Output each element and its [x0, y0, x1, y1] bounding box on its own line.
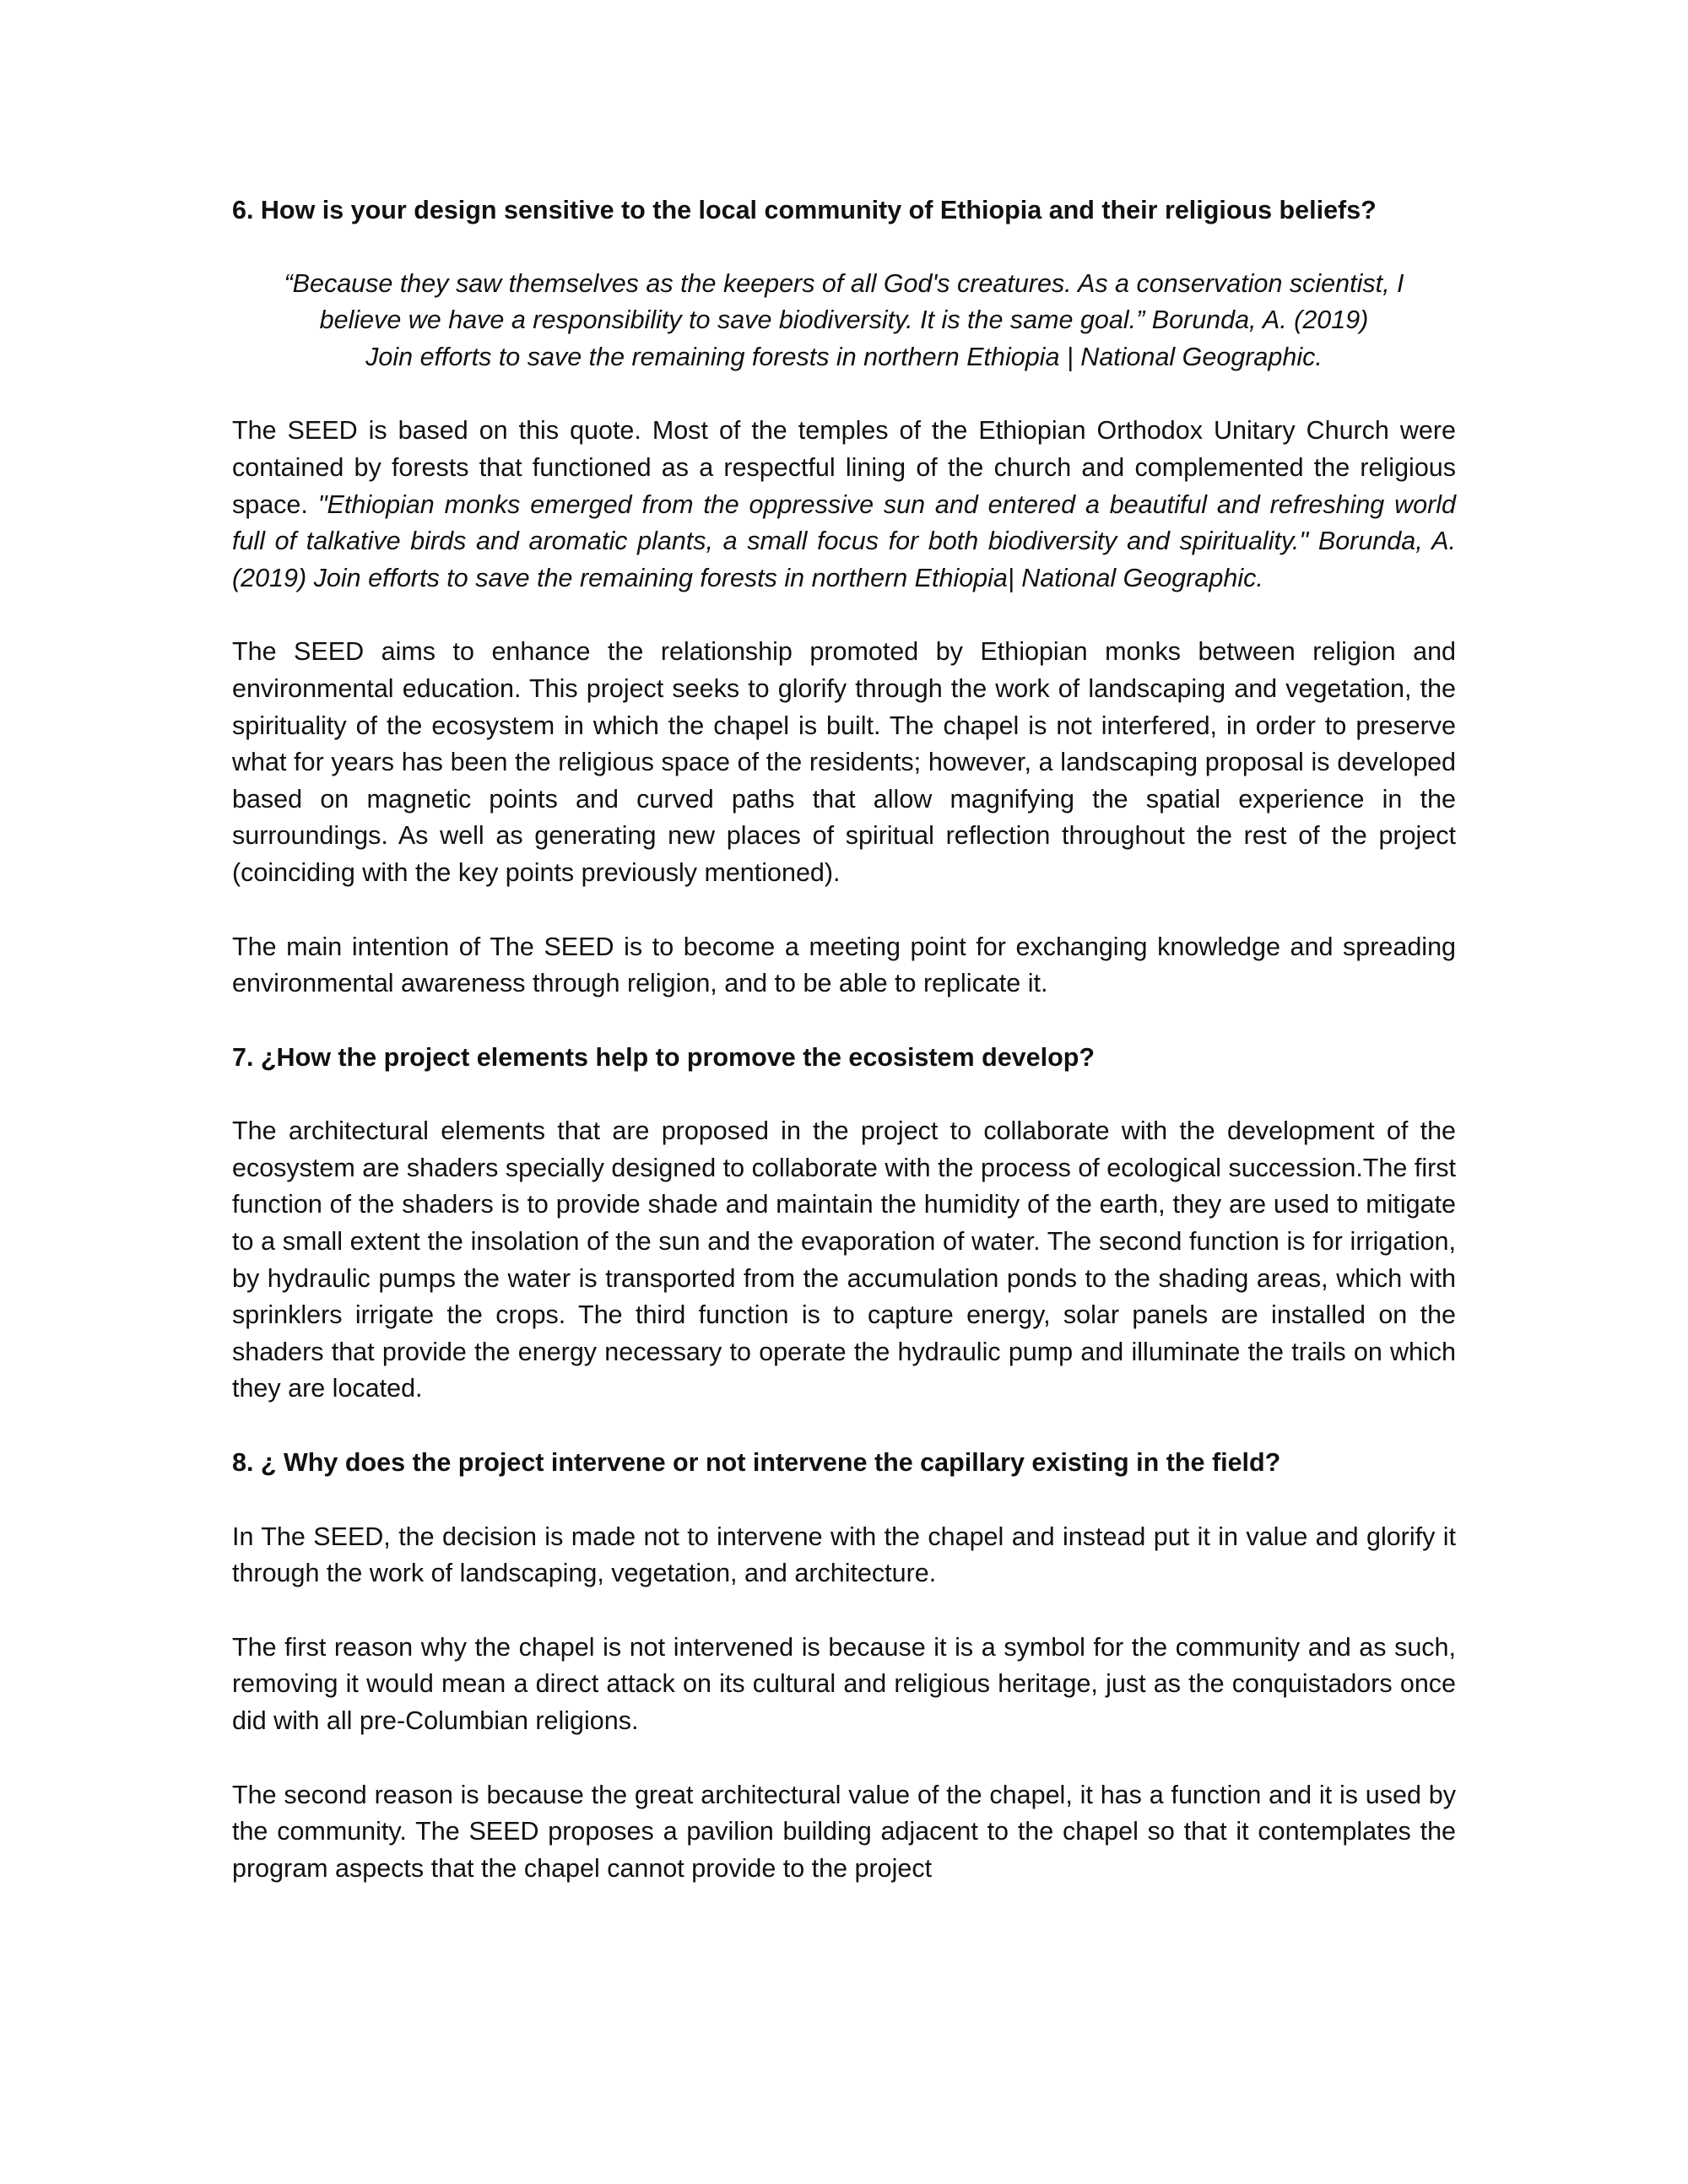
spacer	[232, 597, 1456, 634]
section-6-paragraph-2: The SEED aims to enhance the relationship promoted by Ethiopian monks between religion and environmental education. This project seeks to glorify through the work of landscaping and vegetation, the spirituality of the ecosystem in which the chapel is built. The chapel is not interfered, in order to preserve what for years has been the religious space of the residents; however, a landscaping proposal is developed based on magnetic points and curved paths that allow magnifying the spatial experience in the surroundings. As well as generating new places of spiritual reflection throughout the rest of the project (coinciding with the key points previously mentioned).	[232, 637, 1456, 887]
document-page	[232, 192, 1456, 1887]
section-7-heading: 7. ¿How the project elements help to promove the ecosistem develop?	[232, 1042, 1095, 1072]
section-6-heading: 6. How is your design sensitive to the local community of Ethiopia and their religious beliefs?	[232, 196, 1377, 224]
paragraph-citation: "Ethiopian monks emerged from the oppressive sun and entered a beautiful and refreshing world full of talkative birds and aromatic plants, a small focus for both biodiversity and spirituality." Borunda, A. (2019) Join efforts to save the remaining forests in northern Ethiopia| National Geographic.	[232, 489, 1456, 592]
spacer	[232, 1592, 1456, 1630]
spacer	[232, 376, 1456, 413]
spacer	[232, 1003, 1456, 1040]
spacer	[232, 230, 1456, 266]
section-7-paragraph-1: The architectural elements that are proposed in the project to collaborate with the development of the ecosystem are shaders specially designed to collaborate with the process of ecological succession.The first function of the shaders is to provide shade and maintain the humidity of the earth, they are used to mitigate to a small extent the insolation of the sun and the evaporation of water. The second function is for irrigation, by hydraulic pumps the water is transported from the accumulation ponds to the shading areas, which with sprinklers irrigate the crops. The third function is to capture energy, solar panels are installed on the shaders that provide the energy necessary to operate the hydraulic pump and illuminate the trails on which they are located.	[232, 1116, 1456, 1403]
paragraph-text: The SEED is based on this quote. Most of the temples of the Ethiopian Orthodox Unitary Church were contained by forests that functioned as a respectful lining of the church and complemented the religious space.	[232, 416, 1456, 519]
spacer	[232, 1740, 1456, 1777]
section-8-paragraph-1: In The SEED, the decision is made not to intervene with the chapel and instead put it in value and glorify it through the work of landscaping, vegetation, and architecture.	[232, 1522, 1456, 1588]
quote-line-2: believe we have a responsibility to save biodiversity. It is the same goal.” Borunda, A. (2019)	[319, 305, 1369, 335]
section-8-paragraph-2: The first reason why the chapel is not intervened is because it is a symbol for the community and as such, removing it would mean a direct attack on its cultural and religious heritage, just as the conquistadors once did with all pre-Columbian religions.	[232, 1632, 1456, 1735]
spacer	[232, 1076, 1456, 1113]
section-6-quote	[232, 266, 1456, 376]
section-6-paragraph-3: The main intention of The SEED is to become a meeting point for exchanging knowledge and spreading environmental awareness through religion, and to be able to replicate it.	[232, 932, 1456, 998]
spacer	[232, 892, 1456, 929]
section-8-heading: 8. ¿ Why does the project intervene or not intervene the capillary existing in the field?	[232, 1448, 1281, 1478]
section-8-paragraph-3: The second reason is because the great architectural value of the chapel, it has a function and it is used by the community. The SEED proposes a pavilion building adjacent to the chapel so that it contemplates the program aspects that the chapel cannot provide to the project	[232, 1780, 1456, 1883]
section-6-paragraph-1	[232, 413, 1456, 597]
spacer	[232, 1408, 1456, 1445]
quote-line-3: Join efforts to save the remaining forests in northern Ethiopia | National Geographic.	[365, 342, 1323, 371]
spacer	[232, 1482, 1456, 1519]
quote-line-1: “Because they saw themselves as the keepers of all God's creatures. As a conservation scientist, I	[284, 268, 1404, 298]
